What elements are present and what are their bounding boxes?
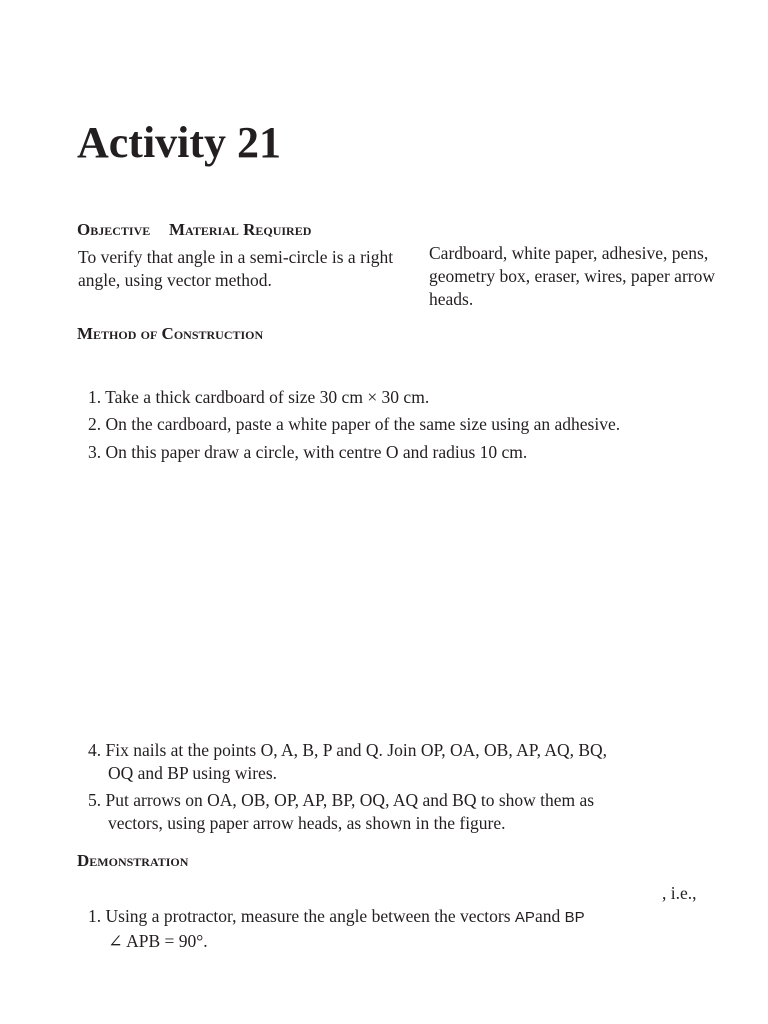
- material-text: Cardboard, white paper, adhesive, pens, geometry box, eraser, wires, paper arrow heads.: [429, 243, 715, 309]
- method-step-4-line-1: 4. Fix nails at the points O, A, B, P and Q. Join OP, OA, OB, AP, AQ, BQ,: [88, 740, 608, 760]
- method-step-3: 3. On this paper draw a circle, with centre O and radius 10 cm.: [88, 442, 528, 462]
- vector-ap: AP: [514, 909, 535, 926]
- vector-bp: BP: [564, 909, 585, 926]
- method-step-1: 1. Take a thick cardboard of size 30 cm × 30 cm.: [88, 387, 430, 407]
- demonstration-ie: , i.e.,: [662, 883, 697, 903]
- method-step-4-line-2: OQ and BP using wires.: [108, 763, 278, 783]
- method-step-5-line-1: 5. Put arrows on OA, OB, OP, AP, BP, OQ, AQ and BQ to show them as: [88, 790, 595, 810]
- method-step-2: 2. On the cardboard, paste a white paper of the same size using an adhesive.: [88, 414, 621, 434]
- angle-apb-result: ∠ APB = 90°.: [108, 931, 208, 951]
- objective-text: To verify that angle in a semi-circle is a right angle, using vector method.: [78, 247, 394, 290]
- demonstration-heading: Demonstration: [77, 851, 189, 870]
- objective-heading: Objective: [77, 220, 151, 239]
- demonstration-step-1-text: 1. Using a protractor, measure the angle between the vectors: [88, 906, 511, 926]
- and-word: and: [534, 906, 561, 926]
- page-title: Activity 21: [77, 118, 282, 167]
- material-heading: Material Required: [169, 220, 312, 239]
- method-heading: Method of Construction: [77, 324, 264, 343]
- method-step-5-line-2: vectors, using paper arrow heads, as shown in the figure.: [108, 813, 506, 833]
- demonstration-step-1: [88, 905, 585, 929]
